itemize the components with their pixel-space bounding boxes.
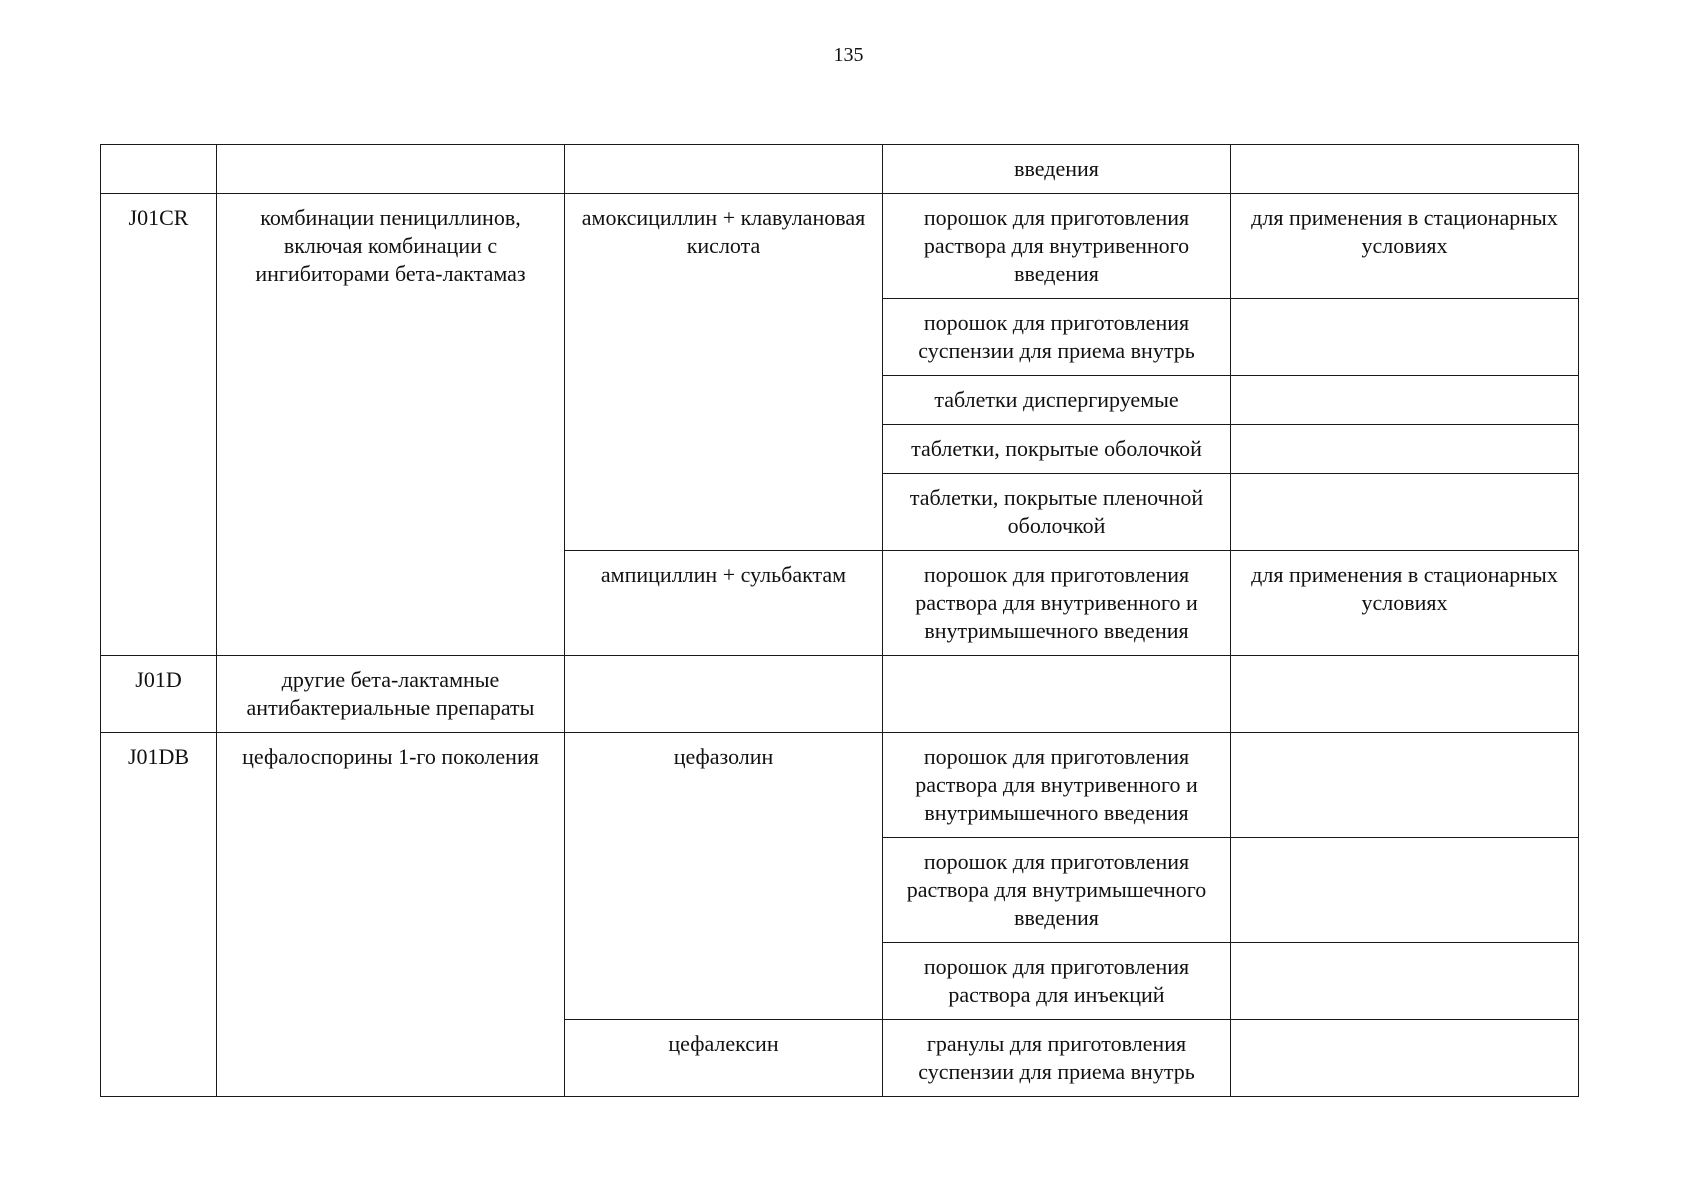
dosage-form-cell: порошок для приготовления раствора для внутримышечного введения xyxy=(883,838,1231,943)
dosage-form-cell: порошок для приготовления раствора для инъекций xyxy=(883,943,1231,1020)
atc-code-cell xyxy=(101,145,217,194)
group-cell: комбинации пенициллинов, включая комбинации с ингибиторами бета-лактамаз xyxy=(217,194,565,656)
note-cell: для применения в стационарных условиях xyxy=(1231,551,1579,656)
dosage-form-cell: порошок для приготовления раствора для внутривенного введения xyxy=(883,194,1231,299)
table-row xyxy=(101,656,1579,733)
drug-name-cell: амоксициллин + клавулановая кислота xyxy=(565,194,883,551)
note-cell: для применения в стационарных условиях xyxy=(1231,194,1579,299)
dosage-form-cell: введения xyxy=(883,145,1231,194)
table-row xyxy=(101,194,1579,299)
dosage-form-cell xyxy=(883,656,1231,733)
drug-name-cell xyxy=(565,656,883,733)
note-cell xyxy=(1231,299,1579,376)
note-cell xyxy=(1231,943,1579,1020)
drug-name-cell: цефазолин xyxy=(565,733,883,1020)
note-cell xyxy=(1231,838,1579,943)
table-row xyxy=(101,733,1579,838)
drug-name-cell: ампициллин + сульбактам xyxy=(565,551,883,656)
atc-code-cell: J01DB xyxy=(101,733,217,1097)
dosage-form-cell: таблетки, покрытые оболочкой xyxy=(883,425,1231,474)
note-cell xyxy=(1231,474,1579,551)
group-cell: цефалоспорины 1-го поколения xyxy=(217,733,565,1097)
drug-table xyxy=(100,144,1579,1097)
dosage-form-cell: порошок для приготовления раствора для внутривенного и внутримышечного введения xyxy=(883,551,1231,656)
atc-code-cell: J01D xyxy=(101,656,217,733)
group-cell: другие бета-лактамные антибактериальные препараты xyxy=(217,656,565,733)
note-cell xyxy=(1231,425,1579,474)
drug-name-cell: цефалексин xyxy=(565,1020,883,1097)
dosage-form-cell: таблетки диспергируемые xyxy=(883,376,1231,425)
dosage-form-cell: порошок для приготовления раствора для внутривенного и внутримышечного введения xyxy=(883,733,1231,838)
note-cell xyxy=(1231,656,1579,733)
note-cell xyxy=(1231,733,1579,838)
group-cell xyxy=(217,145,565,194)
note-cell xyxy=(1231,145,1579,194)
dosage-form-cell: гранулы для приготовления суспензии для приема внутрь xyxy=(883,1020,1231,1097)
note-cell xyxy=(1231,1020,1579,1097)
atc-code-cell: J01CR xyxy=(101,194,217,656)
table-row xyxy=(101,145,1579,194)
page-number: 135 xyxy=(833,44,864,66)
drug-name-cell xyxy=(565,145,883,194)
note-cell xyxy=(1231,376,1579,425)
dosage-form-cell: порошок для приготовления суспензии для приема внутрь xyxy=(883,299,1231,376)
dosage-form-cell: таблетки, покрытые пленочной оболочкой xyxy=(883,474,1231,551)
